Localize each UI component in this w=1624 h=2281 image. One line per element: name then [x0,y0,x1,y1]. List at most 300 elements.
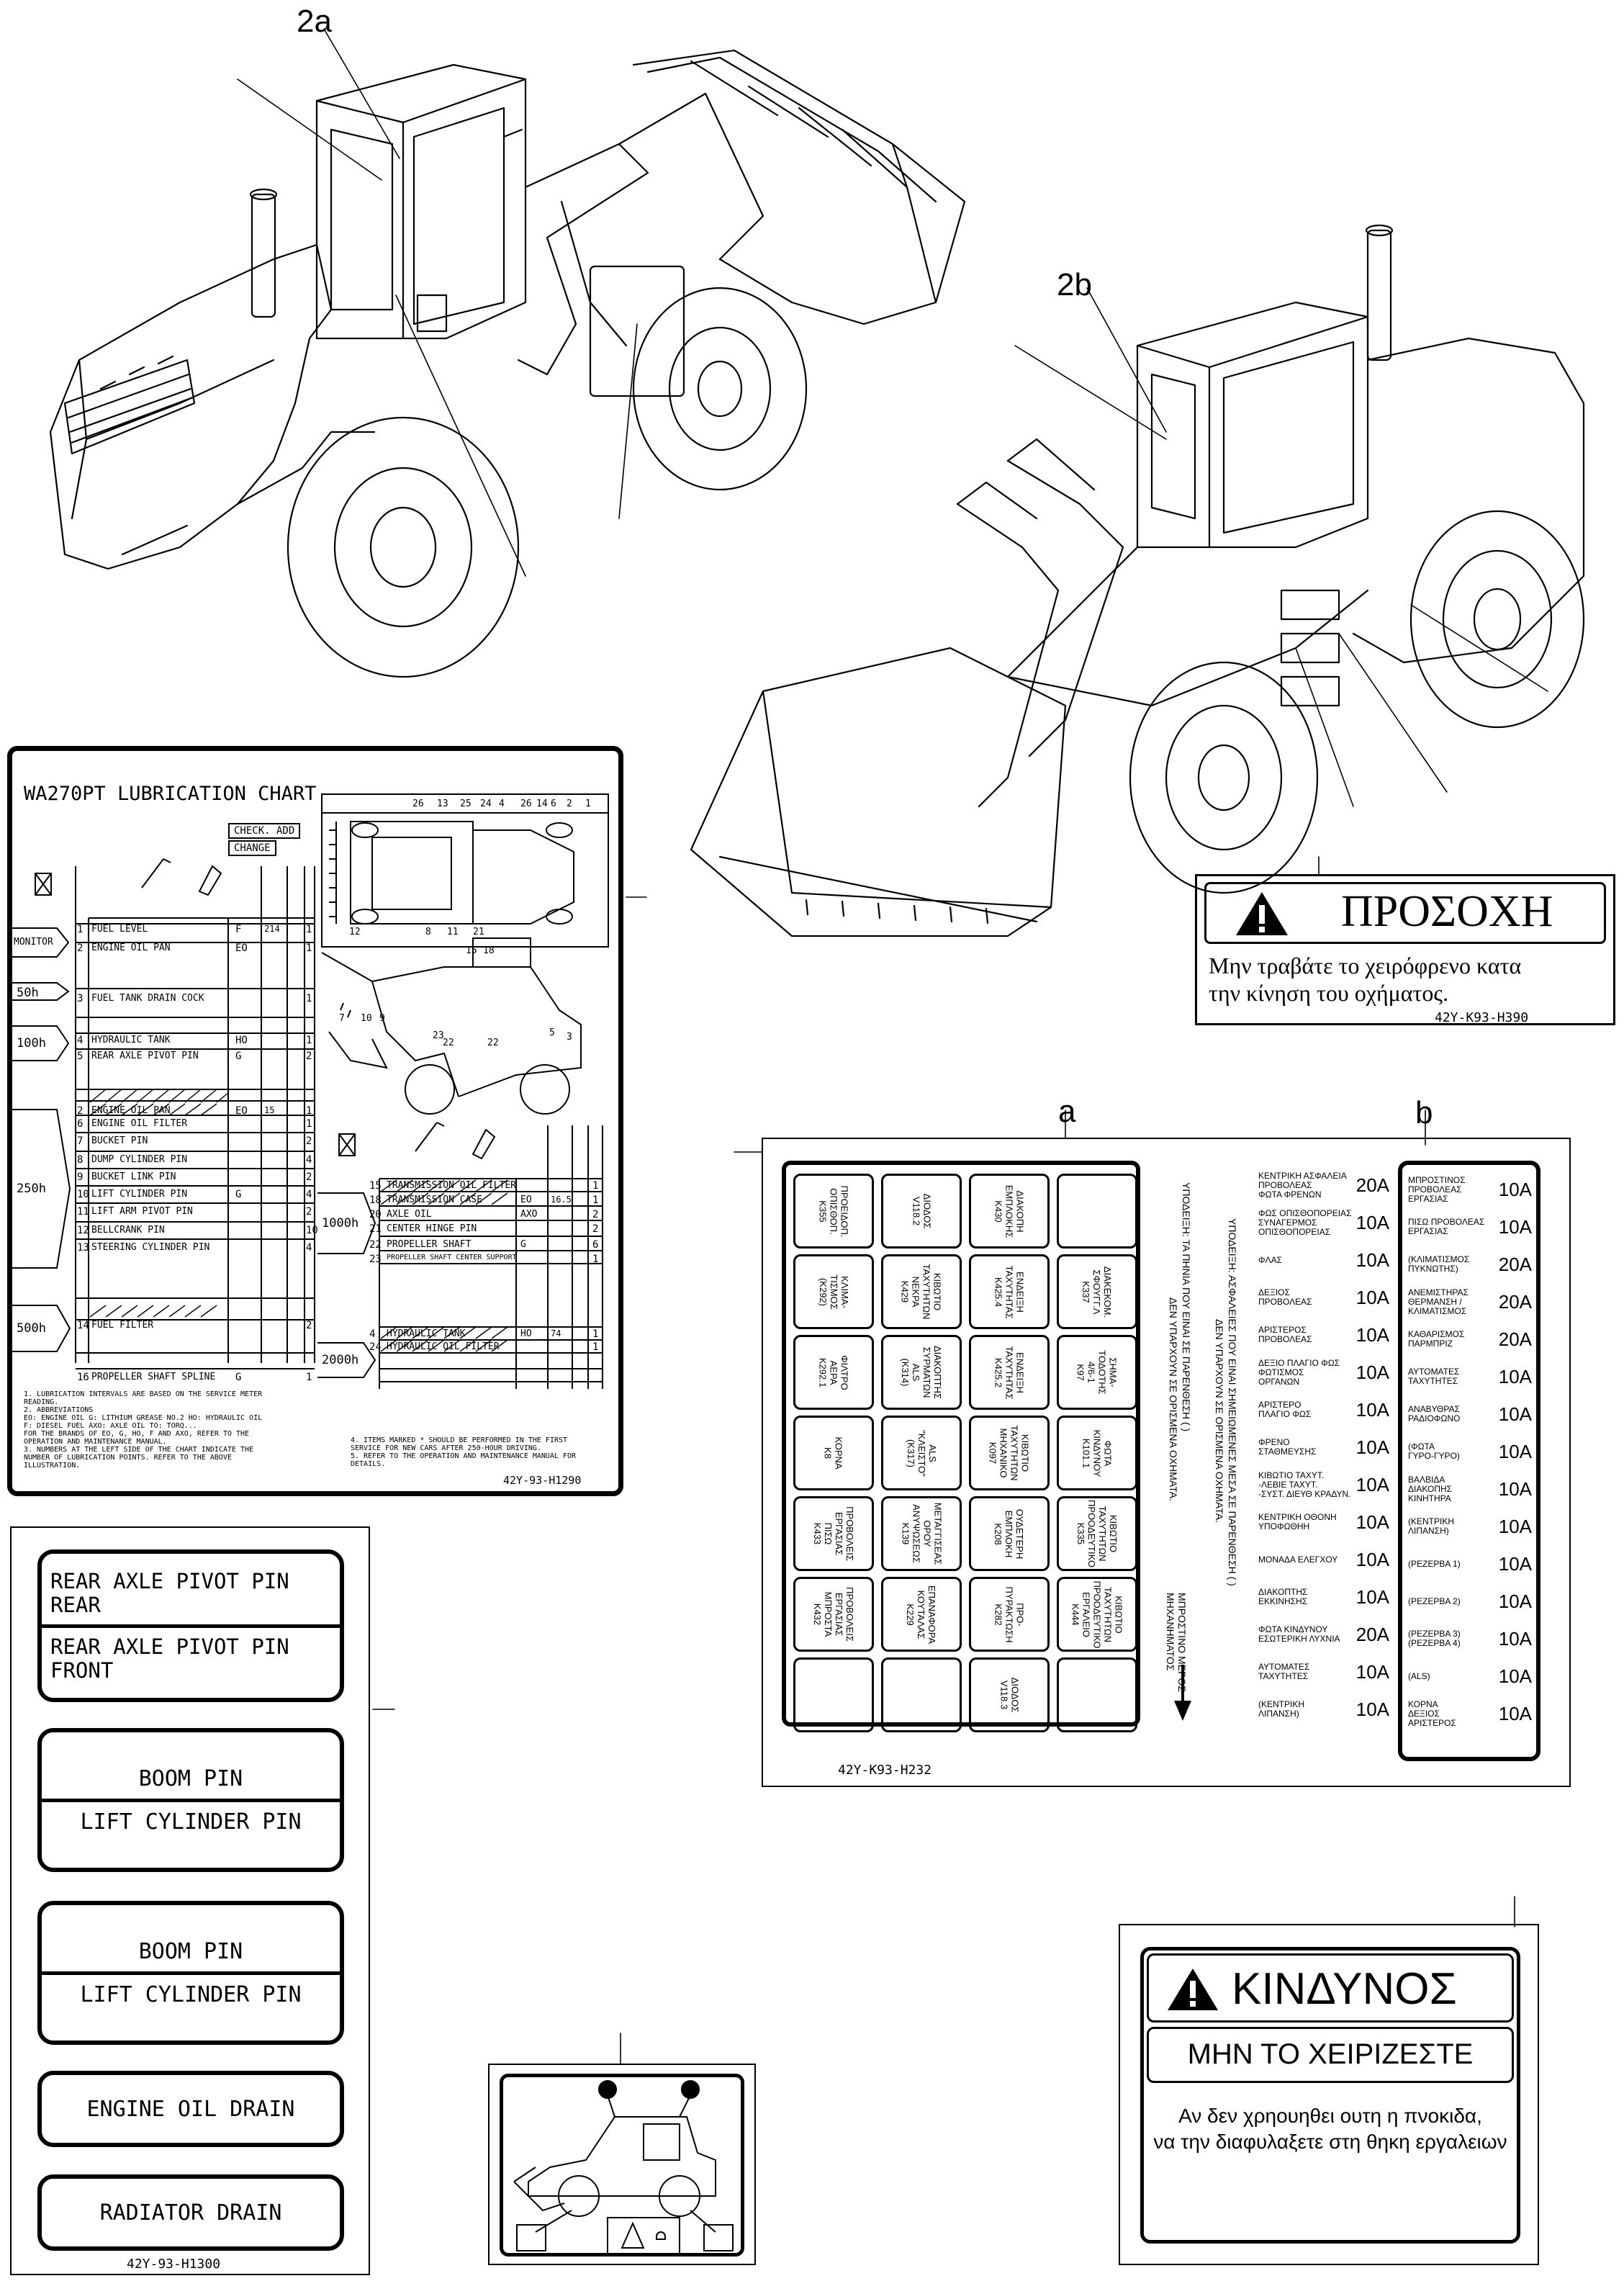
fuse-row [1402,1508,1536,1545]
lub-row-code: EO [235,1105,248,1117]
lub-row-code: G [235,1050,242,1062]
lub-row-item: HYDRAULIC TANK [387,1328,466,1339]
fuse-row [1253,1391,1394,1429]
relay-cell-label: ΚΟΡΝΑ K8 [823,1436,844,1470]
lub-row-item: BUCKET LINK PIN [91,1171,176,1182]
relay-cell-label: ΠΡΟ- ΠΥΡΑΚΤΩΣΗ K282 [993,1586,1026,1642]
fuse-name: ΜΟΝΑΔΑ ΕΛΕΓΧΟΥ [1258,1554,1338,1565]
fuse-name: ΜΠΡΟΣΤΙΝΟΣ ΠΡΟΒΟΛΕΑΣ ΕΡΓΑΣΙΑΣ [1408,1174,1466,1204]
fuse-amperage: 20A [1498,1253,1532,1275]
relay-cell [969,1174,1050,1249]
relay-cell [793,1496,874,1571]
fuse-name: ΔΙΑΚΟΠΤΗΣ ΕΚΚΙΝΗΣΗΣ [1258,1587,1308,1606]
lub-row-points: 1 [592,1341,599,1353]
fuse-row [1402,1395,1536,1433]
lub-diagram-number: 10 [361,1013,372,1024]
fuse-panel-b-left [1253,1161,1394,1761]
fuse-name: (ALS) [1408,1670,1430,1681]
lub-row-item: PROPELLER SHAFT CENTER SUPPORT [387,1254,517,1261]
lub-note-line: EO: ENGINE OIL G: LITHIUM GREASE NO.2 HO: HYDRAULIC OIL [24,1414,263,1422]
lub-note-line: 1. LUBRICATION INTERVALS ARE BASED ON THE SERVICE METER [24,1390,263,1398]
lub-diagram-number: 26 [520,798,532,809]
relay-cell-label: ΠΡΟΒΟΛΕΙΣ ΕΡΓΑΣΙΑΣ ΠΙΣΩ K433 [811,1506,855,1561]
fuse-row [1253,1166,1394,1204]
label-lift-cylinder-pin-1: LIFT CYLINDER PIN [80,1809,302,1835]
fuse-amperage: 10A [1355,1511,1389,1533]
fuse-name: ΠΙΣΩ ΠΡΟΒΟΛΕΑΣ ΕΡΓΑΣΙΑΣ [1408,1217,1485,1236]
lub-section-1000h: 1000h [322,1216,359,1231]
lub-note-line: DETAILS. [351,1460,386,1468]
relay-cell [881,1416,962,1490]
relay-cell-label: ΦΙΛΤΡΟ ΑΕΡΑ K292.1 [817,1354,850,1390]
fuse-row [1402,1545,1536,1583]
lub-note-line: NUMBER OF LUBRICATION POINTS. REFER TO THE ABOVE [24,1454,232,1462]
lub-row-code: AXO [520,1209,538,1220]
fuse-name: ΑΝΕΜΙΣΤΗΡΑΣ ΘΕΡΜΑΝΣΗ / ΚΛΙΜΑΤΙΣΜΟΣ [1408,1287,1469,1316]
lub-diagram-number: 4 [499,798,505,809]
lub-row-item: ENGINE OIL FILTER [91,1118,188,1129]
fuse-row [1402,1321,1536,1358]
fuse-row [1402,1620,1536,1657]
lub-diagram-number: 13 [437,798,448,809]
lub-row-number: 13 [77,1242,89,1254]
lub-diagram-number: 22 [443,1038,454,1048]
fuse-row [1253,1429,1394,1466]
lub-row-item: PROPELLER SHAFT SPLINE [91,1372,216,1382]
lub-section-250h: 250h [17,1182,46,1196]
relay-cell [793,1416,874,1490]
lub-row-points: 2 [306,1050,312,1062]
lub-diagram-number: 9 [379,1013,385,1024]
relay-cell-label: ΠΡΟΒΟΛΕΙΣ ΕΡΓΑΣΙΑΣ ΜΠΡΟΣΤΑ K432 [811,1587,855,1642]
label-rear-axle-rear: REAR AXLE PIVOT PIN REAR [50,1568,289,1617]
label-sheet-code: 42Y-93-H1300 [127,2257,221,2272]
relay-cell [881,1335,962,1410]
fuse-amperage: 10A [1355,1660,1389,1683]
fuse-amperage: 10A [1355,1361,1389,1383]
relay-cell-label: ΚΙΒΩΤΙΟ ΤΑΧΥΤΗΤΩΝ ΠΡΟΟΔΕΥΤΙΚΟ K335 [1075,1500,1119,1567]
fuse-row [1253,1653,1394,1691]
fuse-name: (ΡΕΖΕΡΒΑ 2) [1408,1596,1461,1606]
fuse-row [1253,1241,1394,1279]
kindynos-line2: Αν δεν χρηουηθει ουτη η πνοκιδα, [1178,2105,1482,2127]
lub-row-code: HO [235,1035,248,1046]
lub-row-points: 1 [306,942,312,954]
lub-row-points: 2 [306,1171,312,1183]
lub-row-item: FUEL TANK DRAIN COCK [91,993,204,1004]
lub-row-number: 4 [369,1328,376,1340]
fuse-side-notes [1143,1161,1208,1727]
lub-note-line: OPERATION AND MAINTENANCE MANUAL. [24,1438,167,1446]
relay-cell [969,1335,1050,1410]
lub-diagram-number: 15 [466,945,477,956]
fuse-name: ΦΩΣ ΟΠΙΣΘΟΠΟΡΕΙΑΣ ΣΥΝΑΓΕΡΜΟΣ ΟΠΙΣΘΟΠΟΡΕΙΑΣ [1258,1207,1352,1237]
lub-row-item: REAR AXLE PIVOT PIN [91,1050,199,1061]
fuse-row [1402,1283,1536,1321]
lub-note-line: 2. ABBREVIATIONS [24,1406,94,1414]
lub-row-code: G [520,1239,526,1250]
lub-note-line: FOR THE BRANDS OF EO, G, HO, F AND AXO, REFER TO THE [24,1430,250,1438]
lub-row-item: DUMP CYLINDER PIN [91,1154,188,1165]
lub-row-item: ENGINE OIL PAN [91,942,171,953]
lub-row-number: 16 [77,1372,89,1383]
lub-row-code: EO [235,942,248,954]
relay-cell-label: ΟΥΔΕΤΕΡΗ ΕΜΠΛΟΚΗ K208 [993,1508,1026,1559]
prosoxi-line1: Μην τραβάτε το χειρόφρενο κατα [1209,953,1522,978]
lub-row-qty: 214 [264,924,280,934]
lub-diagram-number: 21 [473,927,484,937]
lub-row-points: 4 [306,1189,312,1200]
fuse-amperage: 10A [1498,1477,1532,1500]
relay-cell-label: ΕΝΔΕΙΞΗ ΤΑΧΥΤΗΤΑΣ K425.4 [993,1264,1026,1319]
relay-cell [969,1657,1050,1732]
relay-cell-label: ΕΠΑΝΑΦΟΡΑ ΚΟΥΤΑΛΑΣ K229 [905,1585,938,1644]
lub-diagram-number: 24 [480,798,492,809]
fuse-name: (ΦΩΤΑ ΓΥΡΟ-ΓΥΡΟ) [1408,1441,1460,1461]
label-radiator-drain-text: RADIATOR DRAIN [99,2200,282,2226]
kindynos-title: ΚΙΝΔΥΝΟΣ [1232,1964,1457,2014]
lub-row-points: 10 [306,1225,318,1236]
prosoxi-code: 42Y-K93-H390 [1435,1010,1529,1025]
callout-b: b [1415,1095,1433,1130]
fuse-name: ΔΕΞΙΟΣ ΠΡΟΒΟΛΕΑΣ [1258,1287,1312,1307]
fuse-note4: ΔΕΝ ΥΠΑΡΧΟΥΝ ΣΕ ΟΡΙΣΜΕΝΑ ΟΧΗΜΑΤΑ. [1214,1319,1225,1523]
lub-note-line: 4. ITEMS MARKED * SHOULD BE PERFORMED IN THE FIRST [351,1436,568,1444]
lub-section-50h: 50h [17,986,39,1000]
relay-cell [793,1335,874,1410]
label-radiator-drain [37,2174,344,2251]
lub-row-points: 1 [306,1105,312,1117]
relay-cell [793,1657,874,1732]
lub-row-item: CENTER HINGE PIN [387,1223,477,1234]
lub-note-line: 3. NUMBERS AT THE LEFT SIDE OF THE CHART INDICATE THE [24,1446,254,1454]
fuse-amperage: 10A [1498,1702,1532,1724]
lub-row-number: 5 [77,1050,84,1062]
relay-cell [881,1496,962,1571]
lub-row-number: 4 [77,1035,84,1046]
lub-diagram-number: 6 [551,798,556,809]
lub-row-points: 2 [306,1206,312,1218]
lub-diagram-number: 14 [536,798,548,809]
fuse-amperage: 10A [1355,1323,1389,1346]
lub-row-item: FUEL LEVEL [91,924,148,935]
fuse-amperage: 10A [1355,1548,1389,1570]
loader-2a-drawing [50,29,965,677]
relay-cell-label: ΕΝΔΕΙΞΗ ΤΑΧΥΤΗΤΑΣ K425.2 [993,1345,1026,1400]
lub-row-points: 1 [306,924,312,935]
fuse-row [1253,1616,1394,1653]
relay-cell [793,1254,874,1329]
relay-cell [969,1577,1050,1652]
lub-row-number: 23 [369,1254,382,1265]
fuse-name: ΚΟΡΝΑ ΔΕΞΙΟΣ ΑΡΙΣΤΕΡΟΣ [1408,1699,1456,1728]
lub-diagram-number: 8 [425,927,431,937]
lub-row-code: EO [520,1195,532,1205]
relay-cell [881,1174,962,1249]
lub-row-points: 1 [306,1035,312,1046]
lub-diagram-number: 11 [447,927,459,937]
fuse-amperage: 10A [1355,1585,1389,1608]
fuse-amperage: 10A [1498,1590,1532,1612]
prosoxi-title: ΠΡΟΣΟΧΗ [1341,887,1553,936]
fuse-row [1402,1171,1536,1208]
label-boom-pin-2: BOOM PIN [138,1938,243,1964]
lub-row-number: 21 [369,1223,382,1235]
lub-diagram-number: 12 [349,927,361,937]
lub-row-item: HYDRAULIC OIL FILTER [387,1341,500,1352]
fuse-name: ΑΡΙΣΤΕΡΟΣ ΠΡΟΒΟΛΕΑΣ [1258,1325,1312,1344]
fuse-name: ΑΝΑΒΥΘΡΑΣ ΡΑΔΙΟΦΩΝΟ [1408,1404,1461,1423]
lub-check-add: CHECK. ADD [228,823,300,839]
relay-cell [1057,1335,1137,1410]
fuse-name: (ΚΛΙΜΑΤΙΣΜΟΣ ΠΥΚΝΩΤΗΣ) [1408,1254,1470,1274]
lub-note-line: ILLUSTRATION. [24,1462,81,1470]
fuse-name: ΦΡΕΝΟ ΣΤΑΘΜΕΥΣΗΣ [1258,1437,1317,1457]
relay-cell-label: ΚΛΙΜΑ- ΤΙΣΜΟΣ (K292) [817,1274,850,1310]
fuse-panel-b-right [1398,1161,1540,1761]
relay-cell [881,1254,962,1329]
fuse-name: ΑΥΤΟΜΑΤΕΣ ΤΑΧΥΤΗΤΕΣ [1408,1367,1460,1386]
lub-diagram-number: 23 [433,1030,444,1041]
lub-row-item: BELLCRANK PIN [91,1225,165,1236]
fuse-name: ΚΕΝΤΡΙΚΗ ΟΘΟΝΗ ΥΠΟΦΩΘΗΗ [1258,1512,1337,1531]
lub-section-monitor: MONITOR [14,937,53,948]
relay-cell-label: ALS "ΚΛΕΙΣΤΟ" (K317) [905,1429,938,1477]
lub-row-item: ENGINE OIL PAN [91,1105,171,1116]
lub-row-points: 1 [306,993,312,1004]
fuse-side-notes-b [1215,1161,1244,1727]
lub-row-code: G [235,1372,242,1383]
fuse-row [1402,1358,1536,1395]
fuse-panel-a [782,1161,1140,1727]
fuse-amperage: 10A [1355,1436,1389,1458]
lub-row-points: 6 [592,1239,599,1251]
lub-diagram-number: 5 [549,1027,555,1038]
relay-cell [793,1174,874,1249]
fuse-note2: ΔΕΝ ΥΠΑΡΧΟΥΝ ΣΕ ΟΡΙΣΜΕΝΑ ΟΧΗΜΑΤΑ. [1168,1297,1179,1501]
fuse-amperage: 10A [1355,1398,1389,1421]
lub-row-item: AXLE OIL [387,1209,432,1220]
lub-row-points: 2 [306,1320,312,1331]
arrow-down-icon [1172,1665,1194,1722]
lub-note-line: SERVICE FOR NEW CARS AFTER 250-HOUR DRIVING. [351,1444,541,1452]
fuse-note3: ΥΠΟΔΕΙΞΗ: ΑΣΦΑΛΕΙΕΣ ΠΟΥ ΕΙΝΑΙ ΣΗΜΕΙΩΜΕΝΕΣ ΜΕΣΑ ΣΕ ΠΑΡΕΝΘΕΣΗ ( ) [1227,1218,1238,1586]
fuse-row [1402,1470,1536,1508]
fuse-row [1253,1541,1394,1578]
fuse-row [1402,1208,1536,1246]
relay-cell-label: ΔΙΑΚΕΚΟΜ. ΣΦΟΥΓΓ.Λ K337 [1081,1266,1114,1318]
lub-row-item: TRANSMISSION OIL FILTER [387,1180,517,1191]
lub-row-item: TRANSMISSION CASE [387,1195,483,1205]
lub-note-line: F: DIESEL FUEL AXO: AXLE OIL TO: TORQ... [24,1422,197,1430]
fuse-row [1402,1246,1536,1283]
relay-cell [793,1577,874,1652]
fuse-amperage: 10A [1355,1286,1389,1308]
fuse-front-note: ΜΠΡΟΣΤΙΝΟ ΜΕΡΟΣ ΜΗΧΑΝΗΜΑΤΟΣ [1165,1593,1188,1692]
relay-cell [1057,1254,1137,1329]
fuse-amperage: 10A [1498,1178,1532,1200]
lub-row-number: 12 [77,1225,89,1236]
fuse-amperage: 10A [1498,1440,1532,1462]
lub-row-number: 7 [77,1135,84,1147]
lub-diagram-number: 26 [412,798,424,809]
relay-cell-label: ΔΙΑΚΟΠΗ ΕΜΠΛΟΚΗΣ K430 [993,1184,1026,1238]
lub-row-points: 1 [592,1328,599,1340]
fuse-row [1253,1279,1394,1316]
lub-row-number: 9 [77,1171,84,1183]
relay-cell-label: ΔΙΟΔΟΣ V118.2 [910,1193,932,1229]
lub-section-100h: 100h [17,1036,46,1050]
lub-section-500h: 500h [17,1321,46,1336]
fuse-amperage: 20A [1355,1174,1389,1196]
kindynos-label [1140,1947,1520,2244]
fuse-row [1253,1316,1394,1354]
lub-row-number: 24 [369,1341,382,1353]
fuse-amperage: 10A [1498,1403,1532,1425]
lub-row-item: LIFT CYLINDER PIN [91,1189,188,1200]
relay-cell-label: ΜΕΤΑΓΓΙΣΕΑΣ ΟΡΟΥ ΑΝΥΨΩΣΕΩΣ K139 [900,1502,943,1565]
lub-row-code: F [235,924,242,935]
kindynos-line3: να την διαφυλαξετε στη θηκη εργαλειων [1153,2131,1507,2153]
relay-cell-label: ΦΩΤΑ ΚΙΝΔΥΝΟΥ K101.1 [1081,1429,1114,1477]
fuse-name: ΔΕΞΙΟ ΠΛΑΓΙΟ ΦΩΣ ΦΩΤΙΣΜΟΣ ΟΡΓΑΝΩΝ [1258,1357,1340,1387]
label-rear-axle-front: REAR AXLE PIVOT PIN FRONT [50,1634,289,1683]
fuse-note1: ΥΠΟΔΕΙΞΗ: ΤΑ ΠΗΝΙΑ ΠΟΥ ΕΙΝΑΙ ΣΕ ΠΑΡΕΝΘΕΣΗ ( ) [1181,1182,1192,1432]
lub-row-points: 1 [592,1180,599,1192]
lub-row-number: 8 [77,1154,84,1166]
fuse-row [1253,1466,1394,1503]
lub-row-points: 4 [306,1154,312,1166]
fuse-amperage: 10A [1498,1365,1532,1387]
fuse-panel-code: 42Y-K93-H232 [838,1763,932,1778]
fuse-name: (ΚΕΝΤΡΙΚΗ ΛΙΠΑΝΣΗ) [1408,1516,1455,1536]
fuse-name: ΦΩΤΑ ΚΙΝΔΥΝΟΥ ΕΣΩΤΕΡΙΚΗ ΛΥΧΝΙΑ [1258,1624,1340,1644]
loader-2b-drawing [691,225,1584,936]
lub-row-qty: 74 [551,1328,561,1339]
fuse-row [1402,1695,1536,1732]
lub-row-item: PROPELLER SHAFT [387,1239,472,1250]
fuse-name: ΦΛΑΣ [1258,1254,1283,1265]
relay-cell [969,1254,1050,1329]
lub-row-number: 14 [77,1320,89,1331]
fuse-amperage: 10A [1355,1698,1389,1720]
lub-row-item: FUEL FILTER [91,1320,154,1331]
fuse-row [1402,1583,1536,1620]
relay-cell [969,1496,1050,1571]
relay-cell [881,1657,962,1732]
lub-row-points: 2 [592,1223,599,1235]
fuse-amperage: 10A [1498,1552,1532,1575]
lub-row-number: 3 [77,993,84,1004]
lub-row-qty: 15 [264,1105,275,1115]
fuse-amperage: 20A [1498,1328,1532,1350]
label-boom-pin-1: BOOM PIN [138,1765,243,1791]
fuse-amperage: 20A [1498,1290,1532,1313]
lub-row-number: 22 [369,1239,382,1251]
kindynos-line1: ΜΗΝ ΤΟ ΧΕΙΡΙΖΕΣΤΕ [1187,2038,1474,2070]
relay-cell [969,1416,1050,1490]
fuse-row [1253,1691,1394,1728]
lub-diagram-number: 2 [567,798,572,809]
relay-cell-label: ΚΙΒΩΤΙΟ ΤΑΧΥΤΗΤΩΝ ΝΕΚΡΑ K429 [899,1264,943,1320]
lub-row-qty: 16.5 [551,1195,572,1205]
fuse-amperage: 10A [1498,1515,1532,1537]
callout-a: a [1058,1094,1076,1129]
lub-row-number: 20 [369,1209,382,1220]
relay-cell-label: ΣΗΜΑ- ΤΟΔΟΤΗΣ 4/6-1 K97 [1075,1350,1119,1395]
fuse-amperage: 10A [1355,1249,1389,1271]
fuse-row [1253,1354,1394,1391]
lub-row-number: 18 [369,1195,382,1206]
label-rear-axle [37,1549,344,1702]
lub-note-line: READING. [24,1398,59,1406]
lub-title: WA270PT LUBRICATION CHART [24,783,317,805]
lub-section-2000h: 2000h [322,1353,359,1367]
label-engine-oil-drain-text: ENGINE OIL DRAIN [86,2096,295,2122]
prosoxi-line2: την κίνηση του οχήματος. [1209,980,1449,1006]
fuse-amperage: 10A [1498,1665,1532,1687]
fuse-row [1402,1657,1536,1695]
fuse-amperage: 10A [1355,1473,1389,1495]
lub-row-number: 2 [77,1105,84,1117]
fuse-row [1253,1578,1394,1616]
relay-cell-label: ΠΡΟΕΙΔΟΠ. ΟΠΙΣΘΟΠ. K355 [817,1185,850,1237]
label-boom-lift-1 [37,1728,344,1872]
fuse-row [1253,1503,1394,1541]
fuse-amperage: 10A [1498,1627,1532,1650]
relay-cell [881,1577,962,1652]
lub-row-points: 4 [306,1242,312,1254]
fuse-amperage: 10A [1355,1211,1389,1233]
fuse-amperage: 10A [1498,1215,1532,1238]
lub-diagram-number: 3 [567,1032,572,1043]
lub-row-number: 15 [369,1180,382,1192]
fuse-amperage: 20A [1355,1623,1389,1645]
fuse-name: ΚΕΝΤΡΙΚΗ ΑΣΦΑΛΕΙΑ ΠΡΟΒΟΛΕΑΣ ΦΩΤΑ ΦΡΕΝΩΝ [1258,1170,1347,1200]
lub-row-item: BUCKET PIN [91,1135,148,1146]
lub-row-item: HYDRAULIC TANK [91,1035,171,1045]
fuse-name: ΒΑΛΒΙΔΑ ΔΙΑΚΟΠΗΣ ΚΙΝΗΤΗΡΑ [1408,1474,1453,1503]
relay-cell-label: ΔΙΟΔΟΣ V118.3 [998,1677,1020,1713]
fuse-name: ΚΙΒΩΤΙΟ ΤΑΧΥΤ. -ΛΕΒΙΕ ΤΑΧΥΤ. -ΣΥΣΤ. ΔΙΕΥΘ ΚΡΑΔΥΝ. [1258,1470,1351,1499]
fuse-row [1402,1433,1536,1470]
relay-cell [1057,1577,1137,1652]
lubrication-chart [7,746,623,1496]
label-lift-cylinder-pin-2: LIFT CYLINDER PIN [80,1981,302,2007]
lock-sticker-art [500,2074,744,2257]
relay-cell [1057,1416,1137,1490]
lub-row-number: 10 [77,1189,89,1200]
warning-triangle-icon [1233,889,1291,938]
relay-cell-label: ΚΙΒΩΤΙΟ ΤΑΧΥΤΗΤΩΝ ΜΗΧΑΝΙΚΟ K097 [987,1425,1031,1481]
relay-cell [1057,1174,1137,1249]
fuse-name: (ΡΕΖΕΡΒΑ 1) [1408,1558,1461,1569]
label-engine-oil-drain [37,2071,344,2147]
lub-change: CHANGE [228,840,276,856]
prosoxi-label [1195,874,1615,1025]
lub-diagram-number: 22 [487,1038,499,1048]
relay-cell-label: ΚΙΒΩΤΙΟ ΤΑΧΥΤΗΤΩΝ ΠΡΟΟΔΕΥΤΙΚΟ ΕΡΓΑΛΕΙΟ K444 [1070,1580,1124,1648]
lub-diagram-number: 25 [460,798,472,809]
fuse-row [1253,1204,1394,1241]
lub-row-item: STEERING CYLINDER PIN [91,1242,210,1253]
lub-row-item: LIFT ARM PIVOT PIN [91,1206,193,1217]
lub-note-line: 5. REFER TO THE OPERATION AND MAINTENANCE MANUAL FOR [351,1452,577,1460]
lub-row-points: 2 [592,1209,599,1220]
relay-cell [1057,1496,1137,1571]
label-boom-lift-2 [37,1901,344,2045]
lub-row-code: HO [520,1328,532,1339]
